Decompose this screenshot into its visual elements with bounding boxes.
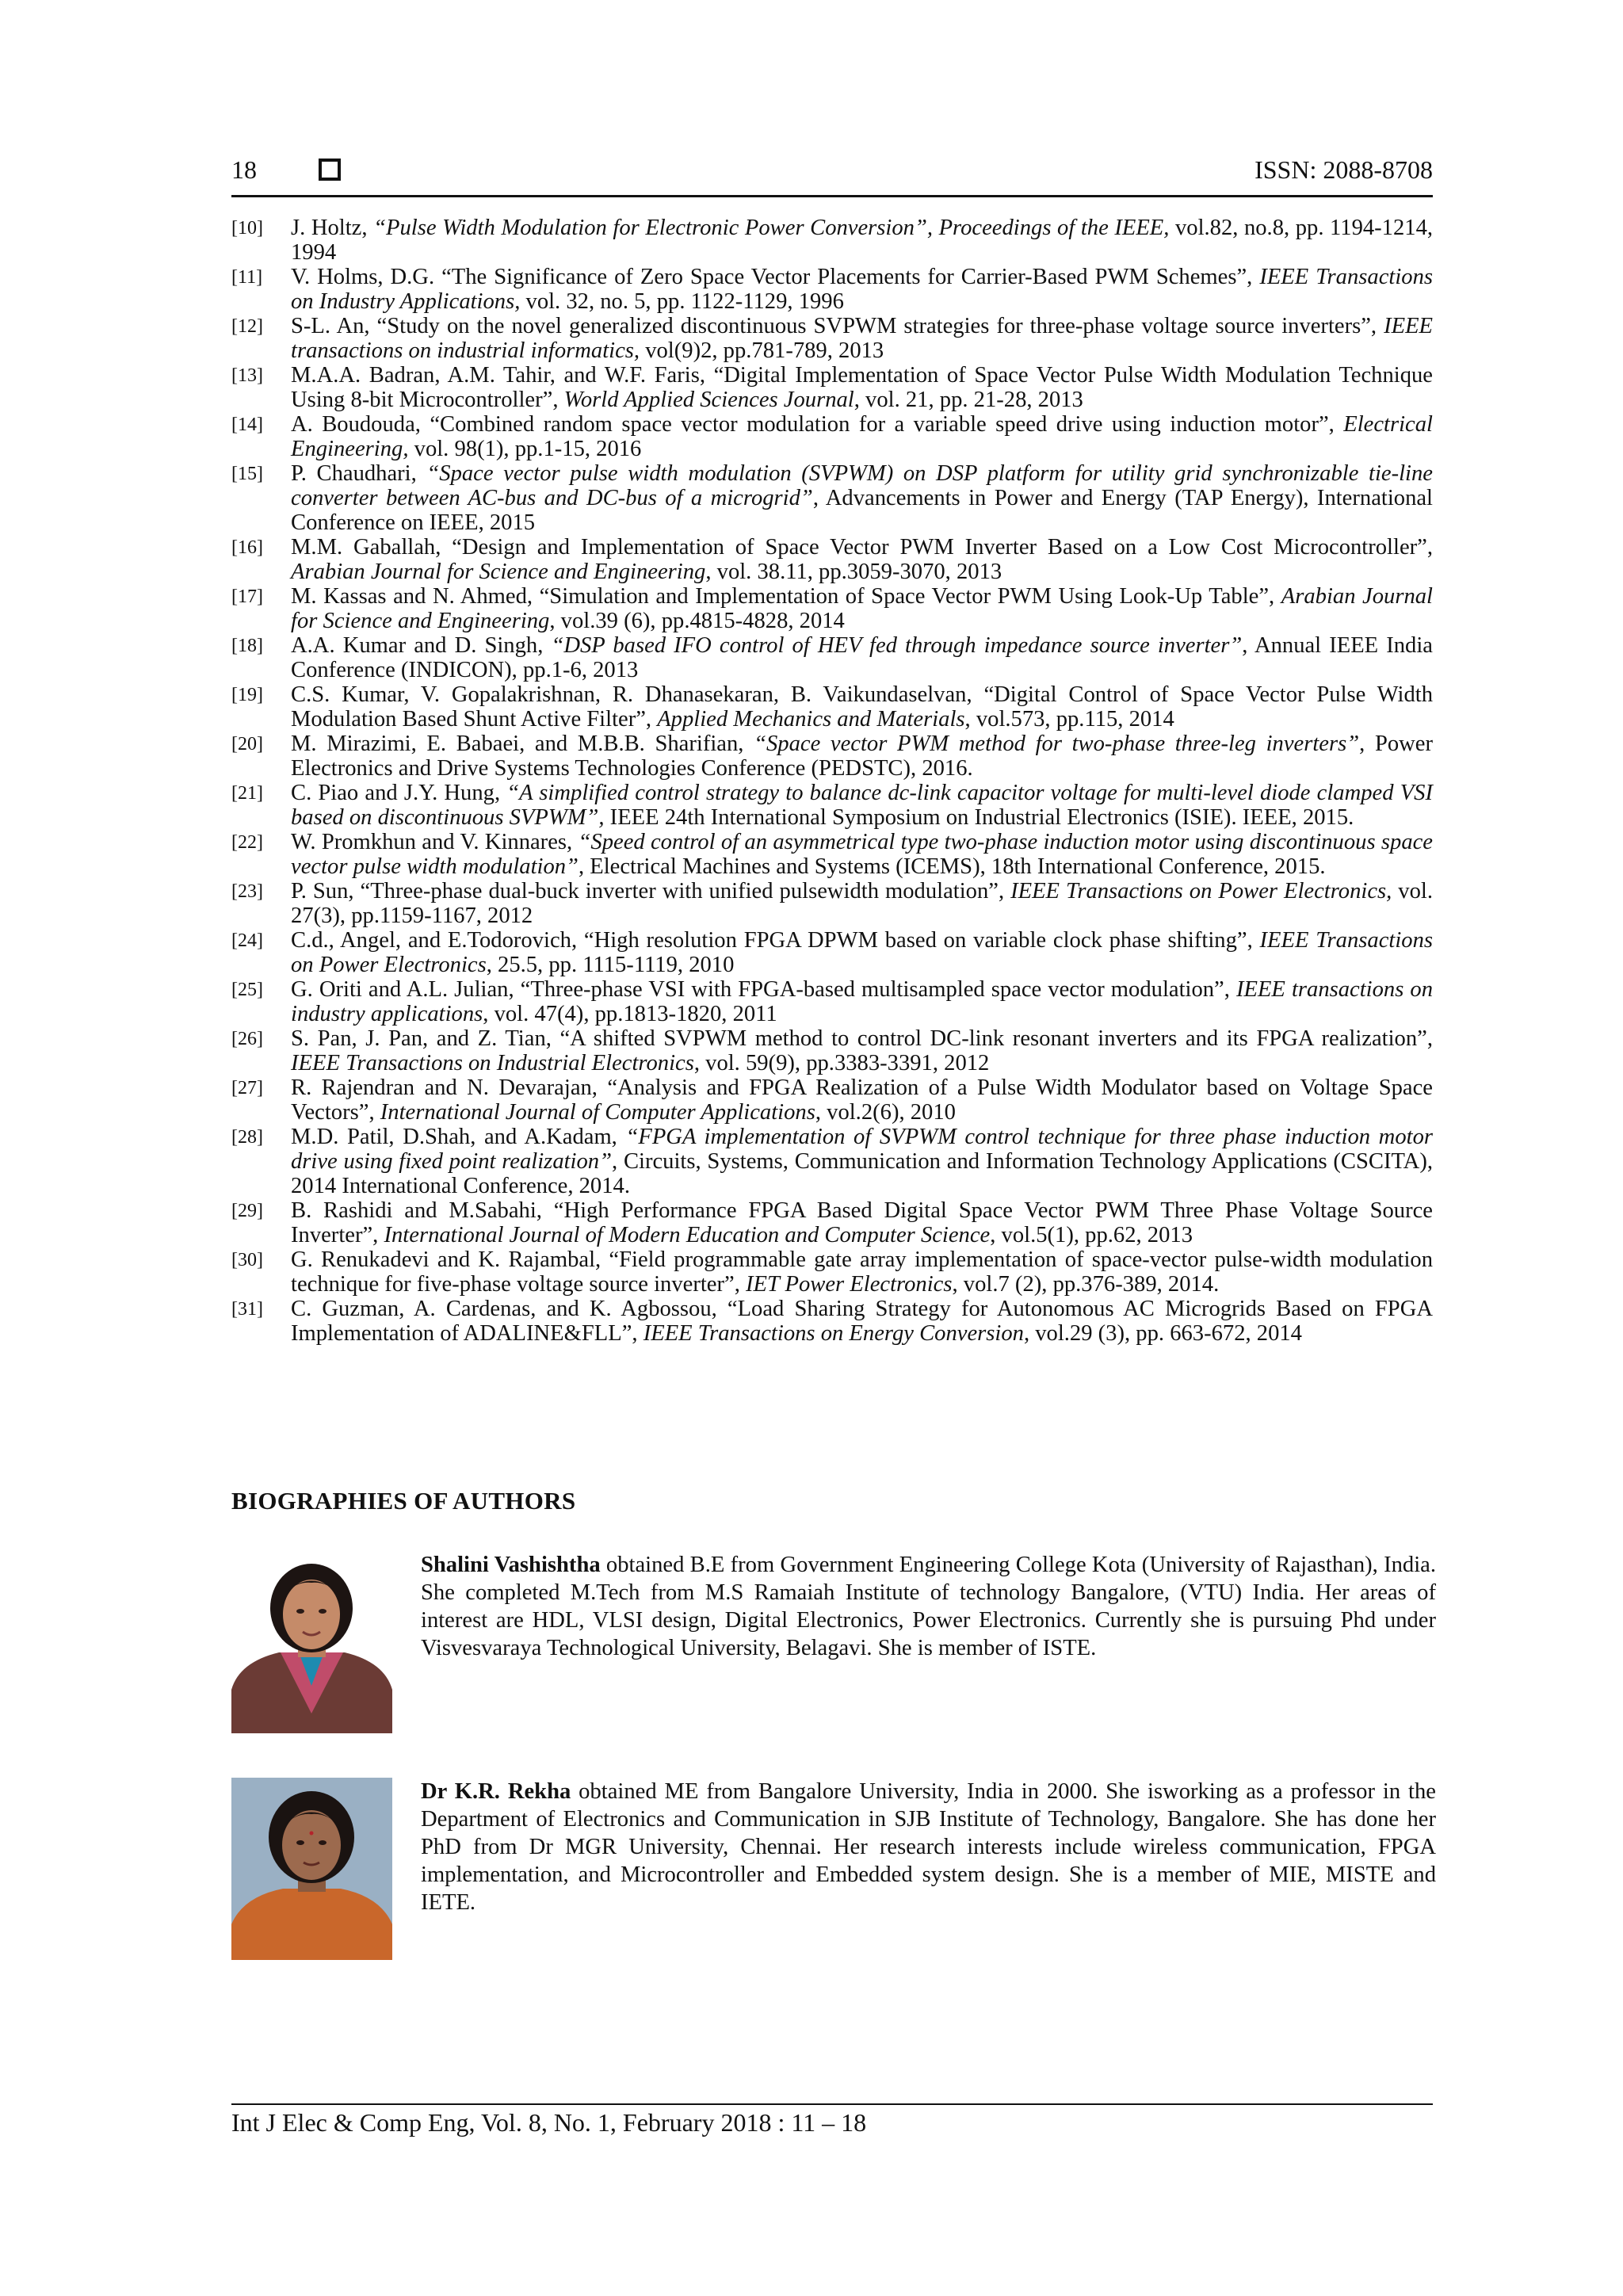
reference-number: [19] — [231, 685, 263, 705]
reference-text: P. Sun, “Three-phase dual-buck inverter with unified pulsewidth modulation”, — [291, 879, 1011, 904]
reference-number: [13] — [231, 365, 263, 386]
reference-number: [18] — [231, 636, 263, 656]
reference-text: vol. 27(3), pp.1159-1167, 2012 — [291, 879, 1433, 928]
author-name-2: Dr K.R. Rekha — [421, 1779, 571, 1804]
reference-item — [231, 412, 1433, 461]
reference-venue-text: “Speed control of an asymmetrical type two-phase induction motor using discontinuous space vector pulse width modulation” — [291, 830, 1433, 879]
reference-item — [231, 461, 1433, 535]
reference-venue-text: “FPGA implementation of SVPWM control technique for three phase induction motor drive using fixed point realization” — [291, 1125, 1433, 1174]
reference-text: C. Guzman, A. Cardenas, and K. Agbossou, “Load Sharing Strategy for Autonomous AC Microgrids Based on FPGA Implementation of ADALINE&FLL”, — [291, 1297, 1433, 1346]
reference-text: S. Pan, J. Pan, and Z. Tian, “A shifted SVPWM method to control DC-link resonant inverters and its FPGA realization”, — [291, 1026, 1433, 1051]
journal-citation: Int J Elec & Comp Eng, Vol. 8, No. 1, February 2018 : 11 – 18 — [231, 2108, 867, 2137]
author-name-1: Shalini Vashishtha — [421, 1553, 601, 1577]
reference-number: [26] — [231, 1029, 263, 1049]
reference-text: A. Boudouda, “Combined random space vector modulation for a variable speed drive using induction motor”, — [291, 412, 1344, 437]
reference-text: vol. 98(1), pp.1-15, 2016 — [408, 437, 642, 461]
reference-item — [231, 1125, 1433, 1198]
reference-number: [25] — [231, 980, 263, 1000]
reference-text: C.d., Angel, and E.Todorovich, “High resolution FPGA DPWM based on variable clock phase shifting”, — [291, 928, 1260, 953]
reference-number: [21] — [231, 783, 263, 804]
reference-text: A.A. Kumar and D. Singh, — [291, 633, 552, 658]
reference-number: [17] — [231, 586, 263, 607]
reference-text: G. Renukadevi and K. Rajambal, “Field programmable gate array implementation of space-vector pulse-width modulation technique for five-phase voltage source inverter”, — [291, 1247, 1433, 1297]
reference-item — [231, 1297, 1433, 1346]
reference-venue-text: World Applied Sciences Journal — [563, 388, 854, 412]
reference-venue-text: IEEE Transactions on Industrial Electronics — [291, 1051, 694, 1075]
reference-number: [24] — [231, 930, 263, 951]
reference-text: B. Rashidi and M.Sabahi, “High Performance FPGA Based Digital Space Vector PWM Three Phase Voltage Source Inverter”, — [291, 1198, 1433, 1247]
reference-number: [11] — [231, 267, 263, 288]
reference-text: P. Chaudhari, — [291, 461, 427, 486]
reference-text: vol.82, no.8, pp. 1194-1214, 1994 — [291, 216, 1434, 265]
reference-text: G. Oriti and A.L. Julian, “Three-phase VSI with FPGA-based multisampled space vector modulation”, — [291, 977, 1236, 1002]
reference-text: J. Holtz, — [291, 216, 374, 240]
reference-text: R. Rajendran and N. Devarajan, “Analysis and FPGA Realization of a Pulse Width Modulator based on Voltage Space Vectors”, — [291, 1075, 1433, 1125]
reference-item — [231, 363, 1433, 412]
reference-item — [231, 265, 1433, 314]
reference-venue-text: IEEE Transactions on Power Electronics, — [1010, 879, 1392, 904]
reference-text: , vol.2(6), 2010 — [815, 1100, 956, 1125]
author-description-2: obtained ME from Bangalore University, India in 2000. She isworking as a professor in the Department of Electronics and Communication in SJB Institute of Technology, Bangalore. She has done her PhD from Dr MGR University, Chennai. Her research interests include wireless communication, FPGA implementation, and Microcontroller and Embedded system design. She is a member of MIE, MISTE and IETE. — [421, 1779, 1436, 1915]
author-photo-2 — [231, 1778, 392, 1960]
biographies-heading: BIOGRAPHIES OF AUTHORS — [231, 1487, 576, 1515]
reference-venue-text: International Journal of Computer Applications — [380, 1100, 815, 1125]
reference-venue-text: IEEE transactions on industrial informatics, — [291, 314, 1433, 363]
reference-venue-text: “DSP based IFO control of HEV fed through impedance source inverter” — [551, 633, 1243, 658]
reference-item — [231, 879, 1433, 928]
reference-item — [231, 584, 1433, 633]
author-description-1: obtained B.E from Government Engineering College Kota (University of Rajasthan), India. She completed M.Tech from M.S Ramaiah Institute of technology Bangalore, (VTU) India. Her areas of interest are HDL, VLSI design, Digital Electronics, Power Electronics. Currently she is pursuing Phd under Visvesvaraya Technological University, Belagavi. She is member of ISTE. — [421, 1553, 1437, 1660]
reference-text: , vol.573, pp.115, 2014 — [964, 707, 1174, 732]
reference-text: , vol. 59(9), pp.3383-3391, 2012 — [693, 1051, 990, 1075]
reference-venue-text: IEEE Transactions on Power Electronics — [291, 928, 1433, 977]
reference-venue-text: IEEE transactions on industry applications — [291, 977, 1433, 1026]
reference-item — [231, 535, 1433, 584]
reference-text: vol(9)2, pp.781-789, 2013 — [640, 338, 884, 363]
reference-text: V. Holms, D.G. “The Significance of Zero Space Vector Placements for Carrier-Based PWM Schemes”, — [291, 265, 1260, 289]
square-bullet-icon — [319, 159, 341, 181]
reference-text: , vol.39 (6), pp.4815-4828, 2014 — [549, 609, 845, 633]
reference-text: , vol.5(1), pp.62, 2013 — [990, 1223, 1193, 1247]
reference-item — [231, 314, 1433, 363]
reference-text: S-L. An, “Study on the novel generalized discontinuous SVPWM strategies for three-phase voltage source inverters”, — [291, 314, 1384, 338]
reference-number: [10] — [231, 218, 263, 239]
reference-venue-text: “Space vector PWM method for two-phase three-leg inverters” — [754, 732, 1360, 756]
reference-item — [231, 732, 1433, 781]
reference-item — [231, 830, 1433, 879]
reference-number: [16] — [231, 537, 263, 558]
reference-venue-text: “Space vector pulse width modulation (SVPWM) on DSP platform for utility grid synchronizable tie-line converter between AC-bus and DC-bus of a microgrid” — [291, 461, 1433, 510]
reference-text: W. Promkhun and V. Kinnares, — [291, 830, 579, 854]
reference-number: [23] — [231, 881, 263, 902]
author-bio-1 — [231, 1551, 1436, 1733]
author-bio-2 — [231, 1778, 1436, 1960]
reference-item — [231, 1026, 1433, 1075]
reference-text: , Advancements in Power and Energy (TAP Energy), International Conference on IEEE, 2015 — [291, 486, 1434, 535]
reference-text: C.S. Kumar, V. Gopalakrishnan, R. Dhanasekaran, B. Vaikundaselvan, “Digital Control of Space Vector Pulse Width Modulation Based Shunt Active Filter”, — [291, 682, 1433, 732]
reference-list — [231, 216, 1433, 1346]
reference-text: , Electrical Machines and Systems (ICEMS), 18th International Conference, 2015. — [578, 854, 1326, 879]
reference-text: IEEE 24th International Symposium on Industrial Electronics (ISIE). IEEE, 2015. — [604, 805, 1354, 830]
reference-number: [31] — [231, 1299, 263, 1320]
reference-item — [231, 928, 1433, 977]
reference-number: [27] — [231, 1078, 263, 1098]
reference-venue-text: “Pulse Width Modulation for Electronic Power Conversion”, Proceedings of the IEEE, — [373, 216, 1170, 240]
page-footer — [231, 2103, 1433, 2137]
reference-text: , vol. 47(4), pp.1813-1820, 2011 — [483, 1002, 777, 1026]
author-bio-text-2 — [421, 1778, 1436, 1916]
reference-venue-text: “A simplified control strategy to balance dc-link capacitor voltage for multi-level diode clamped VSI based on discontinuous SVPWM”, — [291, 781, 1433, 830]
issn: ISSN: 2088-8708 — [1254, 155, 1433, 184]
reference-venue-text: IEEE Transactions on Energy Conversion — [643, 1321, 1024, 1346]
reference-venue-text: IEEE Transactions on Industry Applications, — [291, 265, 1433, 314]
reference-venue-text: Arabian Journal for Science and Engineering — [291, 584, 1433, 633]
reference-text: , Annual IEEE India Conference (INDICON), pp.1-6, 2013 — [291, 633, 1433, 682]
reference-item — [231, 1198, 1433, 1247]
reference-venue-text: Electrical Engineering, — [291, 412, 1433, 461]
reference-number: [22] — [231, 832, 263, 853]
reference-venue-text: Applied Mechanics and Materials — [657, 707, 965, 732]
reference-text: M.A.A. Badran, A.M. Tahir, and W.F. Faris, “Digital Implementation of Space Vector Pulse Width Modulation Technique Using 8-bit Microcontroller”, — [291, 363, 1433, 412]
reference-text: , vol. 21, pp. 21-28, 2013 — [854, 388, 1083, 412]
reference-text: , 25.5, pp. 1115-1119, 2010 — [486, 953, 735, 977]
reference-item — [231, 216, 1433, 265]
reference-item — [231, 781, 1433, 830]
reference-number: [14] — [231, 415, 263, 435]
reference-number: [12] — [231, 316, 263, 337]
reference-item — [231, 633, 1433, 682]
reference-number: [20] — [231, 734, 263, 755]
reference-text: , vol.7 (2), pp.376-389, 2014. — [952, 1272, 1220, 1297]
reference-text: , vol. 38.11, pp.3059-3070, 2013 — [705, 560, 1002, 584]
reference-text: vol. 32, no. 5, pp. 1122-1129, 1996 — [520, 289, 844, 314]
reference-number: [28] — [231, 1127, 263, 1148]
reference-item — [231, 977, 1433, 1026]
reference-text: M. Mirazimi, E. Babaei, and M.B.B. Sharifian, — [291, 732, 754, 756]
reference-venue-text: International Journal of Modern Education and Computer Science — [384, 1223, 991, 1247]
reference-text: , Circuits, Systems, Communication and Information Technology Applications (CSCITA), 2014 International Conference, 2014. — [291, 1149, 1433, 1198]
reference-item — [231, 1075, 1433, 1125]
reference-text: M. Kassas and N. Ahmed, “Simulation and Implementation of Space Vector PWM Using Look-Up Table”, — [291, 584, 1281, 609]
reference-item — [231, 1247, 1433, 1297]
reference-number: [29] — [231, 1201, 263, 1221]
page-header — [231, 155, 1433, 197]
reference-venue-text: Arabian Journal for Science and Engineering — [291, 560, 706, 584]
reference-number: [15] — [231, 464, 263, 484]
reference-text: C. Piao and J.Y. Hung, — [291, 781, 507, 805]
reference-text: , vol.29 (3), pp. 663-672, 2014 — [1023, 1321, 1302, 1346]
author-photo-1 — [231, 1551, 392, 1733]
reference-text: , Power Electronics and Drive Systems Technologies Conference (PEDSTC), 2016. — [291, 732, 1434, 781]
reference-text: M.M. Gaballah, “Design and Implementation of Space Vector PWM Inverter Based on a Low Cost Microcontroller”, — [291, 535, 1433, 560]
reference-number: [30] — [231, 1250, 263, 1270]
reference-text: M.D. Patil, D.Shah, and A.Kadam, — [291, 1125, 626, 1149]
reference-venue-text: IET Power Electronics — [746, 1272, 953, 1297]
reference-item — [231, 682, 1433, 732]
page-number: 18 — [231, 155, 257, 184]
author-bio-text-1 — [421, 1551, 1436, 1662]
